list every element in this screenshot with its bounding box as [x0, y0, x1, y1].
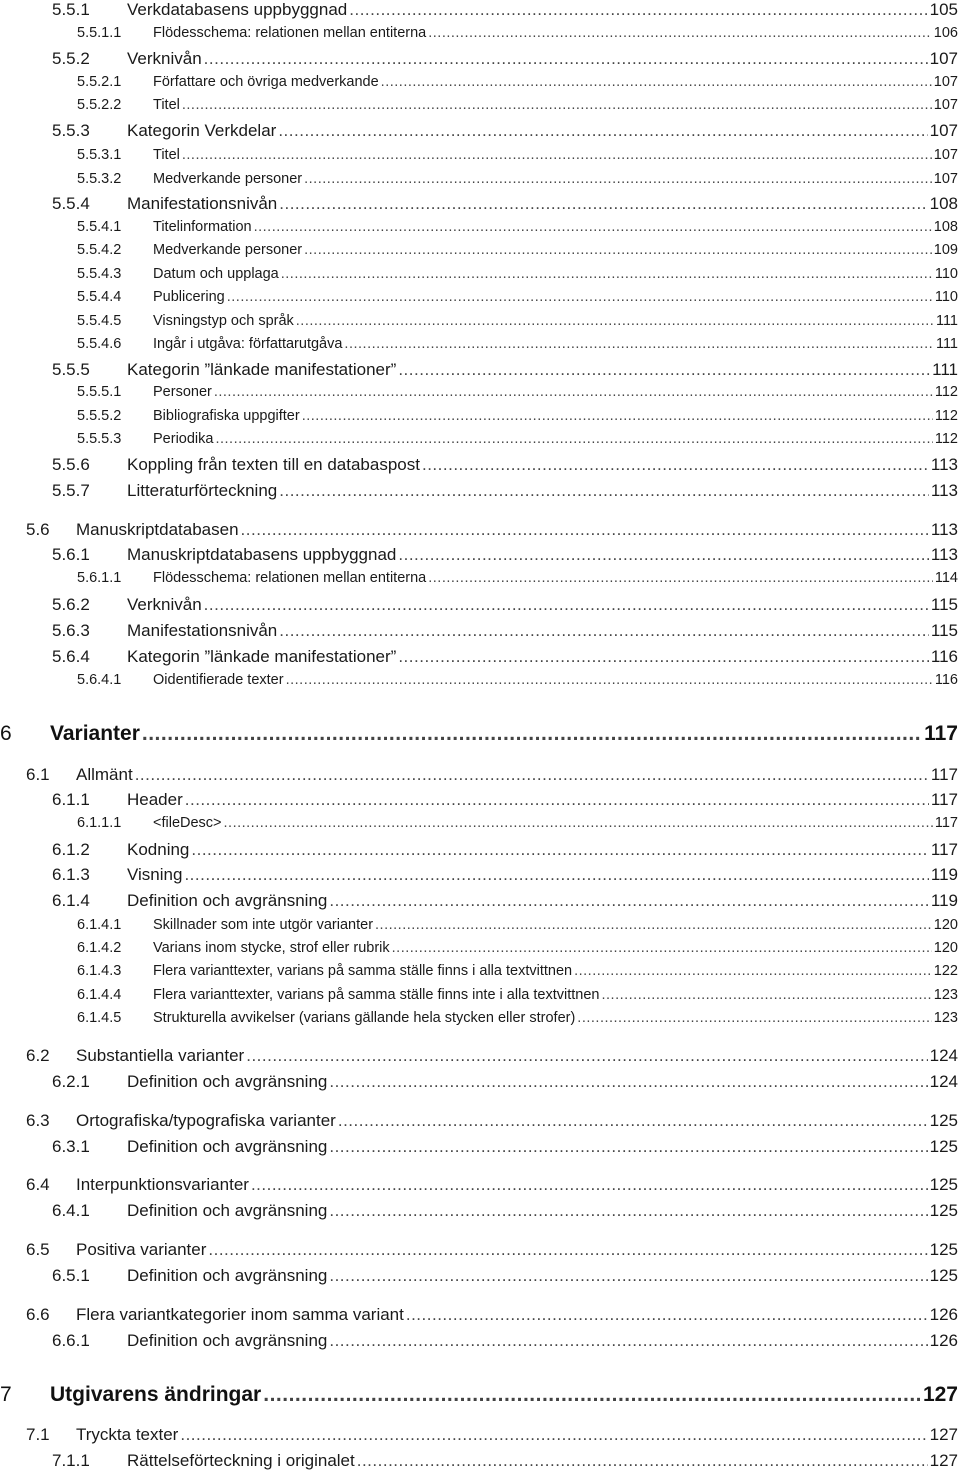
toc-entry-number: 5.5.4.2 — [77, 241, 122, 258]
toc-entry-page: 114 — [934, 569, 958, 586]
toc-dot-leader — [304, 242, 932, 258]
toc-entry-page: 127 — [929, 1450, 958, 1470]
toc-entry-number: 6.3 — [26, 1110, 50, 1130]
toc-entry-number: 6.1.4.5 — [77, 1009, 122, 1026]
toc-dot-leader — [329, 891, 929, 911]
toc-entry[interactable] — [26, 1305, 958, 1325]
toc-entry-page: 119 — [930, 890, 958, 910]
toc-dot-leader — [601, 987, 931, 1003]
toc-entry-number: 7.1 — [26, 1424, 50, 1444]
toc-entry[interactable] — [52, 1266, 958, 1286]
toc-entry-number: 6.1.4.3 — [77, 962, 122, 979]
toc-entry[interactable] — [26, 1240, 958, 1260]
toc-entry-page: 107 — [933, 146, 958, 163]
toc-entry-title: Visningstyp och språk — [153, 312, 294, 329]
toc-entry-number: 7 — [0, 1382, 12, 1406]
toc-entry-title: Varianter — [50, 721, 140, 745]
toc-entry[interactable] — [52, 545, 958, 565]
toc-entry[interactable] — [26, 1425, 958, 1445]
toc-entry-title: Tryckta texter — [76, 1424, 179, 1444]
toc-entry-title: Skillnader som inte utgör varianter — [153, 916, 374, 933]
toc-entry-page: 123 — [933, 986, 958, 1003]
toc-entry[interactable] — [52, 1451, 958, 1471]
toc-entry-title: Definition och avgränsning — [127, 1330, 328, 1350]
toc-dot-leader — [180, 1425, 927, 1445]
toc-entry-title: Medverkande personer — [153, 241, 303, 258]
toc-dot-leader — [329, 1266, 927, 1286]
toc-entry-page: 125 — [929, 1265, 958, 1285]
toc-dot-leader — [278, 121, 927, 141]
toc-entry-number: 5.5.2.1 — [77, 73, 122, 90]
toc-entry-page: 120 — [933, 939, 958, 956]
toc-entry[interactable] — [77, 1010, 958, 1026]
toc-entry-title: Bibliografiska uppgifter — [153, 407, 300, 424]
toc-dot-leader — [349, 0, 927, 20]
toc-dot-leader — [381, 74, 932, 90]
toc-entry-page: 115 — [930, 594, 958, 614]
toc-dot-leader — [263, 1383, 921, 1407]
toc-entry[interactable] — [77, 266, 958, 282]
toc-entry-title: Utgivarens ändringar — [50, 1382, 262, 1406]
toc-entry-page: 108 — [933, 218, 958, 235]
toc-entry-page: 113 — [930, 454, 958, 474]
toc-entry-title: Interpunktionsvarianter — [76, 1174, 249, 1194]
toc-entry-page: 119 — [930, 864, 958, 884]
toc-entry-page: 109 — [933, 241, 958, 258]
toc-entry-number: 5.6.2 — [52, 594, 90, 614]
toc-entry-page: 112 — [934, 383, 958, 400]
toc-dot-leader — [279, 194, 927, 214]
toc-dot-leader — [329, 1137, 927, 1157]
toc-entry[interactable] — [52, 1201, 958, 1221]
toc-entry-title: Visning — [127, 864, 183, 884]
toc-entry-title: <fileDesc> — [153, 814, 222, 831]
toc-entry-number: 6.2 — [26, 1045, 50, 1065]
toc-entry-page: 113 — [930, 519, 958, 539]
toc-entry-title: Datum och upplaga — [153, 265, 279, 282]
toc-entry-number: 5.5.4 — [52, 193, 90, 213]
toc-entry[interactable] — [77, 384, 958, 400]
toc-entry-title: Ingår i utgåva: författarutgåva — [153, 335, 343, 352]
toc-dot-leader — [304, 171, 932, 187]
toc-entry[interactable] — [52, 1072, 958, 1092]
toc-entry-title: Manifestationsnivån — [127, 193, 278, 213]
toc-entry-title: Koppling från texten till en databaspost — [127, 454, 420, 474]
toc-entry-title: Manuskriptdatabasen — [76, 519, 239, 539]
toc-entry-title: Kategorin ”länkade manifestationer” — [127, 646, 397, 666]
toc-dot-leader — [398, 360, 930, 380]
toc-entry[interactable] — [52, 49, 958, 69]
toc-entry-number: 6.3.1 — [52, 1136, 90, 1156]
toc-entry[interactable] — [26, 765, 958, 785]
toc-entry-page: 123 — [933, 1009, 958, 1026]
toc-entry-title: Flera varianttexter, varians på samma ställe finns i alla textvittnen — [153, 962, 573, 979]
toc-entry[interactable] — [77, 242, 958, 258]
toc-entry[interactable] — [77, 940, 958, 956]
toc-entry-page: 125 — [929, 1136, 958, 1156]
toc-entry-page: 112 — [934, 407, 958, 424]
toc-entry-page: 115 — [930, 620, 958, 640]
toc-entry[interactable] — [52, 121, 958, 141]
toc-entry[interactable] — [52, 1137, 958, 1157]
toc-entry-title: Flera varianttexter, varians på samma ställe finns inte i alla textvittnen — [153, 986, 600, 1003]
toc-entry-number: 5.5.1.1 — [77, 24, 122, 41]
toc-entry-title: Flera variantkategorier inom samma variant — [76, 1304, 404, 1324]
toc-entry[interactable] — [77, 219, 958, 235]
toc-entry-title: Manifestationsnivån — [127, 620, 278, 640]
toc-entry-page: 106 — [933, 24, 958, 41]
toc-entry[interactable] — [26, 1111, 958, 1131]
toc-entry-number: 6.1.1 — [52, 789, 90, 809]
toc-entry-number: 5.5.4.3 — [77, 265, 122, 282]
toc-entry-number: 5.6.3 — [52, 620, 90, 640]
toc-entry-page: 117 — [930, 764, 958, 784]
toc-entry-page: 108 — [929, 193, 958, 213]
toc-entry-title: Allmänt — [76, 764, 133, 784]
toc-entry-title: Personer — [153, 383, 212, 400]
toc-entry-title: Medverkande personer — [153, 170, 303, 187]
toc-entry-title: Rättelseförteckning i originalet — [127, 1450, 355, 1470]
toc-entry[interactable] — [52, 865, 958, 885]
toc-entry-title: Header — [127, 789, 183, 809]
toc-dot-leader — [208, 1240, 927, 1260]
toc-entry-number: 6.6 — [26, 1304, 50, 1324]
toc-entry[interactable] — [77, 672, 958, 688]
toc-entry[interactable] — [52, 790, 958, 810]
toc-entry-number: 5.5.2 — [52, 48, 90, 68]
toc-entry[interactable] — [77, 171, 958, 187]
toc-dot-leader — [422, 455, 929, 475]
toc-entry-page: 107 — [933, 96, 958, 113]
toc-entry-page: 125 — [929, 1200, 958, 1220]
toc-entry[interactable] — [52, 0, 958, 20]
toc-dot-leader — [224, 815, 933, 831]
toc-entry-number: 6.1 — [26, 764, 50, 784]
toc-entry-number: 5.5.5.1 — [77, 383, 122, 400]
toc-entry-number: 5.6.1 — [52, 544, 90, 564]
toc-entry[interactable] — [52, 481, 958, 501]
toc-entry-title: Definition och avgränsning — [127, 1200, 328, 1220]
toc-dot-leader — [357, 1451, 928, 1471]
toc-dot-leader — [296, 313, 934, 329]
toc-dot-leader — [398, 647, 929, 667]
toc-dot-leader — [398, 545, 929, 565]
toc-entry-title: Definition och avgränsning — [127, 1136, 328, 1156]
toc-entry-number: 6.1.2 — [52, 839, 90, 859]
toc-entry-page: 122 — [933, 962, 958, 979]
toc-dot-leader — [214, 384, 933, 400]
toc-entry-page: 127 — [922, 1382, 958, 1406]
toc-entry[interactable] — [77, 25, 958, 41]
toc-entry-page: 117 — [934, 814, 958, 831]
toc-entry-title: Verkdatabasens uppbyggnad — [127, 0, 348, 19]
toc-entry-page: 107 — [929, 120, 958, 140]
toc-entry-title: Periodika — [153, 430, 214, 447]
toc-entry-title: Flödesschema: relationen mellan entiterna — [153, 24, 427, 41]
toc-entry-page: 107 — [933, 73, 958, 90]
toc-entry-page: 116 — [930, 646, 958, 666]
toc-entry-number: 6.1.4.1 — [77, 916, 122, 933]
toc-entry-number: 5.5.4.4 — [77, 288, 122, 305]
toc-entry-title: Strukturella avvikelser (varians gällande hela stycken eller strofer) — [153, 1009, 576, 1026]
toc-entry-page: 105 — [929, 0, 958, 19]
toc-entry-page: 111 — [932, 359, 958, 379]
toc-entry[interactable] — [77, 815, 958, 831]
toc-entry-page: 126 — [929, 1304, 958, 1324]
toc-entry-number: 5.5.5 — [52, 359, 90, 379]
toc-entry-number: 5.6.4 — [52, 646, 90, 666]
toc-entry-title: Positiva varianter — [76, 1239, 207, 1259]
toc-entry[interactable] — [77, 97, 958, 113]
toc-entry-title: Oidentifierade texter — [153, 671, 284, 688]
toc-entry-number: 5.6 — [26, 519, 50, 539]
toc-entry-number: 5.5.7 — [52, 480, 90, 500]
toc-entry-page: 111 — [935, 335, 958, 352]
toc-dot-leader — [428, 25, 932, 41]
toc-entry[interactable] — [77, 289, 958, 305]
toc-dot-leader — [246, 1046, 927, 1066]
toc-entry-number: 5.5.4.1 — [77, 218, 122, 235]
toc-dot-leader — [204, 49, 928, 69]
toc-dot-leader — [344, 336, 934, 352]
toc-entry-page: 125 — [929, 1174, 958, 1194]
toc-entry-page: 117 — [924, 721, 958, 745]
toc-entry-title: Kategorin Verkdelar — [127, 120, 277, 140]
toc-entry[interactable] — [52, 840, 958, 860]
toc-entry[interactable] — [52, 621, 958, 641]
toc-entry[interactable] — [77, 917, 958, 933]
toc-dot-leader — [184, 865, 928, 885]
toc-entry-page: 125 — [929, 1110, 958, 1130]
toc-entry-title: Kodning — [127, 839, 190, 859]
toc-entry-title: Ortografiska/typografiska varianter — [76, 1110, 336, 1130]
toc-entry-page: 113 — [930, 544, 958, 564]
toc-entry-number: 5.6.1.1 — [77, 569, 122, 586]
toc-dot-leader — [204, 595, 929, 615]
toc-entry-page: 127 — [929, 1424, 958, 1444]
toc-dot-leader — [135, 765, 929, 785]
toc-entry-page: 124 — [929, 1071, 958, 1091]
toc-entry-title: Publicering — [153, 288, 225, 305]
toc-entry-number: 5.5.5.2 — [77, 407, 122, 424]
toc-entry-number: 5.6.4.1 — [77, 671, 122, 688]
toc-entry-number: 6.2.1 — [52, 1071, 90, 1091]
toc-entry-number: 6.1.4.4 — [77, 986, 122, 1003]
toc-entry[interactable] — [52, 1331, 958, 1351]
toc-entry-number: 5.5.1 — [52, 0, 90, 19]
toc-entry[interactable] — [52, 455, 958, 475]
toc-dot-leader — [302, 408, 933, 424]
toc-entry-number: 6.1.4.2 — [77, 939, 122, 956]
toc-entry-page: 116 — [934, 671, 958, 688]
toc-entry[interactable] — [77, 963, 958, 979]
toc-entry[interactable] — [77, 147, 958, 163]
toc-entry-number: 6.6.1 — [52, 1330, 90, 1350]
toc-entry-number: 5.5.5.3 — [77, 430, 122, 447]
toc-dot-leader — [251, 1175, 928, 1195]
toc-entry[interactable] — [52, 360, 958, 380]
toc-entry-title: Litteraturförteckning — [127, 480, 278, 500]
toc-entry-title: Verknivån — [127, 594, 202, 614]
toc-entry-title: Flödesschema: relationen mellan entiterna — [153, 569, 427, 586]
toc-entry[interactable] — [77, 431, 958, 447]
toc-entry-number: 6.1.1.1 — [77, 814, 122, 831]
toc-dot-leader — [577, 1010, 932, 1026]
toc-entry-page: 107 — [933, 170, 958, 187]
toc-entry-number: 5.5.3 — [52, 120, 90, 140]
toc-entry[interactable] — [77, 74, 958, 90]
toc-entry-title: Verknivån — [127, 48, 202, 68]
toc-dot-leader — [329, 1331, 927, 1351]
toc-entry[interactable] — [52, 194, 958, 214]
toc-entry[interactable] — [77, 336, 958, 352]
toc-entry[interactable] — [52, 595, 958, 615]
toc-entry-number: 5.5.3.2 — [77, 170, 122, 187]
toc-dot-leader — [281, 266, 933, 282]
toc-entry-number: 6.1.3 — [52, 864, 90, 884]
toc-dot-leader — [338, 1111, 928, 1131]
toc-dot-leader — [574, 963, 932, 979]
toc-entry-page: 124 — [929, 1045, 958, 1065]
toc-entry[interactable] — [77, 987, 958, 1003]
toc-entry[interactable] — [26, 1046, 958, 1066]
toc-entry-page: 110 — [934, 288, 958, 305]
toc-entry-page: 125 — [929, 1239, 958, 1259]
toc-dot-leader — [182, 97, 932, 113]
toc-entry-number: 6.4 — [26, 1174, 50, 1194]
toc-entry-number: 6.1.4 — [52, 890, 90, 910]
toc-entry-page: 120 — [933, 916, 958, 933]
toc-dot-leader — [392, 940, 932, 956]
toc-entry-number: 5.5.4.5 — [77, 312, 122, 329]
toc-dot-leader — [279, 481, 929, 501]
toc-dot-leader — [428, 570, 933, 586]
toc-entry-number: 6 — [0, 721, 12, 745]
toc-entry-title: Varians inom stycke, strof eller rubrik — [153, 939, 390, 956]
toc-entry[interactable] — [26, 1175, 958, 1195]
toc-entry[interactable] — [0, 722, 958, 746]
toc-entry-number: 5.5.2.2 — [77, 96, 122, 113]
toc-dot-leader — [191, 840, 929, 860]
toc-entry-page: 111 — [935, 312, 958, 329]
toc-dot-leader — [185, 790, 929, 810]
toc-dot-leader — [215, 431, 932, 447]
toc-entry[interactable] — [77, 408, 958, 424]
toc-entry-page: 107 — [929, 48, 958, 68]
toc-dot-leader — [142, 722, 922, 746]
toc-entry-number: 5.5.6 — [52, 454, 90, 474]
toc-entry-page: 112 — [934, 430, 958, 447]
toc-dot-leader — [406, 1305, 928, 1325]
toc-entry-title: Titel — [153, 96, 180, 113]
toc-dot-leader — [329, 1201, 927, 1221]
toc-entry-page: 117 — [930, 789, 958, 809]
toc-dot-leader — [254, 219, 932, 235]
toc-entry-title: Kategorin ”länkade manifestationer” — [127, 359, 397, 379]
toc-dot-leader — [227, 289, 933, 305]
toc-entry[interactable] — [52, 647, 958, 667]
toc-dot-leader — [241, 520, 929, 540]
toc-entry-title: Titelinformation — [153, 218, 252, 235]
toc-entry-number: 7.1.1 — [52, 1450, 90, 1470]
toc-entry[interactable] — [77, 313, 958, 329]
toc-entry-title: Definition och avgränsning — [127, 890, 328, 910]
toc-entry[interactable] — [0, 1383, 958, 1407]
toc-entry-page: 117 — [930, 839, 958, 859]
toc-entry-page: 110 — [934, 265, 958, 282]
toc-entry-page: 126 — [929, 1330, 958, 1350]
toc-entry-number: 6.4.1 — [52, 1200, 90, 1220]
toc-dot-leader — [375, 917, 932, 933]
toc-entry[interactable] — [26, 520, 958, 540]
toc-entry-title: Definition och avgränsning — [127, 1071, 328, 1091]
toc-entry-title: Manuskriptdatabasens uppbyggnad — [127, 544, 397, 564]
toc-entry[interactable] — [52, 891, 958, 911]
toc-entry-title: Definition och avgränsning — [127, 1265, 328, 1285]
toc-entry-number: 5.5.4.6 — [77, 335, 122, 352]
toc-entry-page: 113 — [930, 480, 958, 500]
toc-entry-number: 5.5.3.1 — [77, 146, 122, 163]
toc-entry-number: 6.5 — [26, 1239, 50, 1259]
toc-dot-leader — [286, 672, 933, 688]
toc-dot-leader — [279, 621, 929, 641]
toc-entry-title: Substantiella varianter — [76, 1045, 245, 1065]
toc-entry[interactable] — [77, 570, 958, 586]
toc-entry-title: Titel — [153, 146, 180, 163]
toc-dot-leader — [182, 147, 932, 163]
toc-dot-leader — [329, 1072, 927, 1092]
toc-entry-title: Författare och övriga medverkande — [153, 73, 379, 90]
toc-entry-number: 6.5.1 — [52, 1265, 90, 1285]
